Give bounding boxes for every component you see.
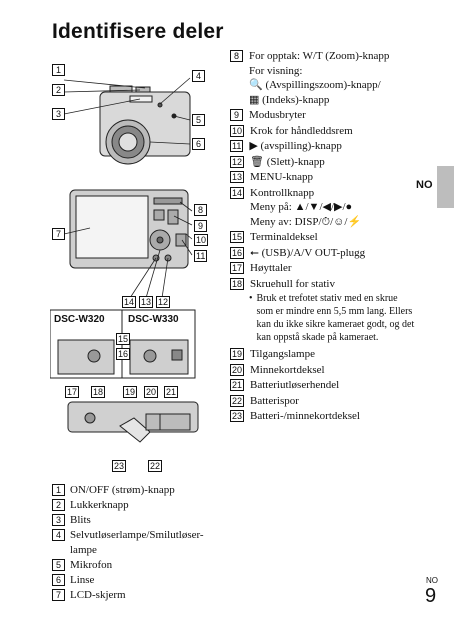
- variant-label-w330: DSC-W330: [128, 314, 179, 325]
- item-number: 20: [232, 364, 243, 375]
- callout-3: 3: [52, 108, 65, 120]
- list-item: [230, 394, 415, 409]
- page-number: 9: [425, 585, 437, 607]
- callout-14: 14: [124, 297, 135, 307]
- callout-6: 6: [192, 138, 205, 150]
- callout-13: 13: [141, 297, 152, 307]
- item-text: Blits: [70, 514, 91, 526]
- item-number: 7: [52, 589, 65, 601]
- language-tab-marker: [437, 166, 454, 208]
- callout-2: 2: [52, 84, 65, 96]
- item-text: 🗑 (Slett)-knapp: [250, 155, 325, 168]
- item-text: Meny av: DISP/⏱/☺/⚡: [250, 215, 362, 228]
- callout-22: 22: [150, 461, 161, 471]
- item-text: Linse: [70, 574, 95, 586]
- item-text: Batteri-/minnekortdeksel: [250, 410, 360, 422]
- item-number: 5: [52, 559, 65, 571]
- callout-19: 19: [125, 387, 136, 397]
- item-text: ⭠ (USB)/A/V OUT-plugg: [250, 246, 366, 259]
- callout-15: 15: [118, 334, 129, 344]
- item-number: 9: [230, 109, 243, 121]
- item-number: 14: [232, 187, 243, 198]
- item-number: 17: [232, 263, 243, 273]
- item-text: ▶ (avspilling)-knapp: [249, 140, 342, 152]
- item-text: Batteriutløserhendel: [250, 379, 340, 391]
- list-item: [52, 513, 227, 528]
- item-number: 2: [52, 499, 65, 511]
- item-text: Skruehull for stativ: [250, 277, 335, 290]
- item-number: 3: [52, 514, 65, 526]
- item-number: 23: [232, 411, 243, 421]
- variant-label-w320: DSC-W320: [54, 314, 105, 325]
- item-number: 12: [232, 156, 243, 167]
- callout-1: 1: [52, 64, 65, 76]
- callout-11: 11: [196, 251, 206, 261]
- callout-20: 20: [146, 387, 157, 397]
- callout-18: 18: [93, 387, 104, 397]
- item-text: Lukkerknapp: [70, 499, 129, 511]
- item-text: Høyttaler: [250, 262, 292, 274]
- callout-7: 7: [52, 228, 65, 240]
- callout-12: 12: [158, 297, 169, 307]
- item-text: Mikrofon: [70, 559, 113, 571]
- list-item: [230, 409, 415, 424]
- item-text: Terminaldeksel: [250, 231, 318, 243]
- callout-17: 17: [67, 387, 78, 397]
- callout-8: 8: [194, 204, 207, 216]
- tripod-note-text: Bruk et trefotet stativ med en skrue som er mindre enn 5,5 mm lang. Ellers kan du ikke sikre kameraet godt, og det kan oppstå skade på kameraet.: [256, 293, 415, 343]
- item-number: 16: [232, 247, 243, 258]
- callout-23: 23: [114, 461, 125, 471]
- list-item: [52, 558, 227, 573]
- list-item: [230, 155, 415, 170]
- item-text: Kontrollknapp: [250, 186, 315, 199]
- item-text: ▦ (Indeks)-knapp: [249, 93, 330, 106]
- list-item: [52, 588, 227, 603]
- footer-language: NO: [426, 576, 438, 585]
- list-item: [230, 246, 415, 261]
- callout-21: 21: [166, 387, 177, 397]
- item-number: 6: [52, 574, 65, 586]
- item-text: Batterispor: [250, 394, 299, 407]
- item-text: 🔍 (Avspillingszoom)-knapp/: [249, 79, 381, 91]
- list-item: [230, 277, 415, 292]
- item-text: MENU-knapp: [250, 171, 313, 183]
- item-number: 8: [230, 50, 243, 62]
- camera-bottom-view: [68, 402, 198, 442]
- tripod-note: [249, 292, 415, 344]
- item-number: 11: [232, 141, 242, 151]
- item-number: 15: [232, 232, 243, 242]
- item-number: 10: [232, 125, 243, 136]
- list-item: [52, 573, 227, 588]
- list-item: [230, 186, 415, 230]
- item-text: For opptak: W/T (Zoom)-knapp: [249, 50, 390, 62]
- item-number: 21: [232, 380, 243, 390]
- item-text: Modusbryter: [249, 109, 306, 121]
- list-item: [230, 347, 415, 362]
- item-number: 1: [52, 484, 65, 496]
- list-item: [52, 528, 227, 558]
- list-item: [52, 498, 227, 513]
- callout-4: 4: [192, 70, 205, 82]
- item-number: 4: [52, 529, 65, 541]
- callout-16: 16: [118, 349, 129, 359]
- list-item: [230, 124, 415, 139]
- item-text: Krok for håndleddsrem: [250, 124, 353, 137]
- parts-list-left: [52, 483, 227, 603]
- list-item: [230, 230, 415, 245]
- item-text: Selvutløserlampe/Smilutløser-lampe: [70, 529, 204, 556]
- item-number: 13: [232, 172, 243, 182]
- list-item: [230, 378, 415, 393]
- language-tab-label: NO: [416, 179, 433, 191]
- callout-10: 10: [196, 235, 207, 245]
- page-title: Identifisere deler: [52, 20, 224, 43]
- item-text: LCD-skjerm: [70, 589, 126, 601]
- list-item: [230, 139, 415, 154]
- camera-front-view: [100, 86, 190, 164]
- callout-9: 9: [194, 220, 207, 232]
- item-text: Tilgangslampe: [250, 348, 316, 360]
- callout-5: 5: [192, 114, 205, 126]
- camera-back-view: [70, 190, 188, 268]
- item-text: ON/OFF (strøm)-knapp: [70, 484, 175, 496]
- item-number: 22: [232, 395, 243, 406]
- item-text: Minnekortdeksel: [250, 363, 325, 376]
- item-number: 19: [232, 349, 243, 359]
- camera-parts-diagram: [50, 58, 230, 478]
- item-text: Meny på: ▲/▼/◀/▶/●: [250, 201, 353, 213]
- list-item: [230, 108, 415, 123]
- item-number: 18: [232, 278, 243, 289]
- item-text: For visning:: [249, 64, 303, 77]
- list-item: [230, 170, 415, 185]
- list-item: [230, 261, 415, 276]
- list-item: [230, 49, 415, 107]
- list-item: [230, 363, 415, 378]
- list-item: [52, 483, 227, 498]
- parts-list-right: [230, 49, 415, 425]
- bullet-icon: •: [249, 293, 253, 304]
